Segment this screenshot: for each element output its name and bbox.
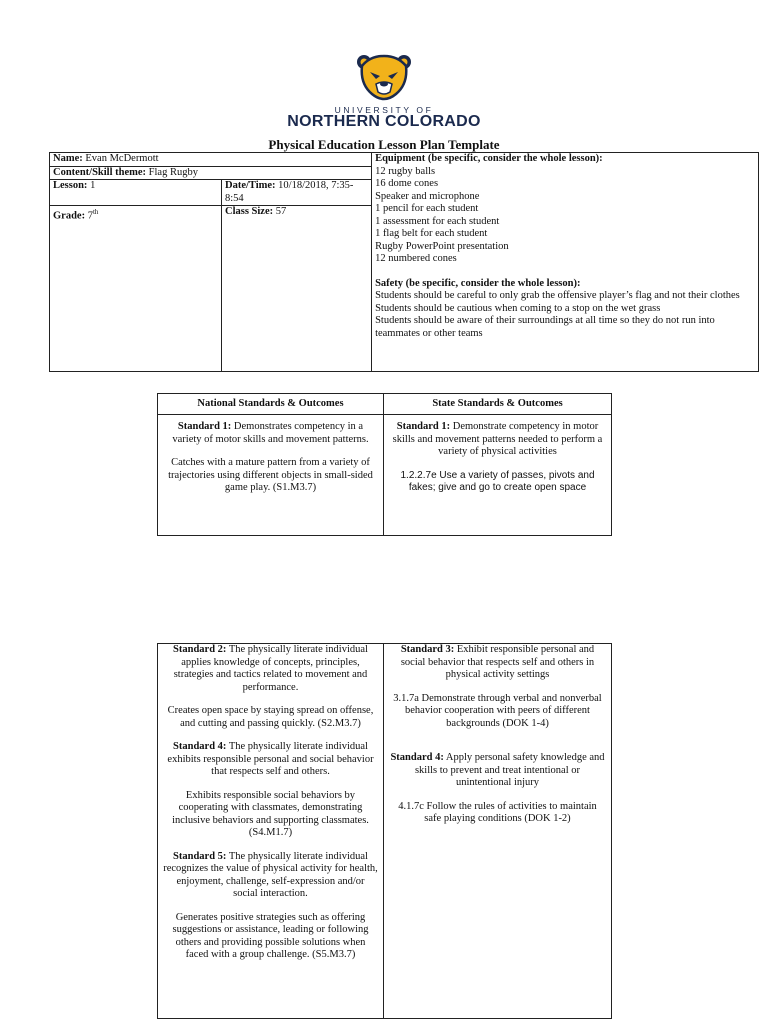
national-standard-1	[163, 421, 378, 446]
standards-table-2	[157, 643, 612, 1019]
class-size-label: Class Size:	[225, 206, 274, 217]
lesson-value: 1	[87, 180, 96, 191]
lesson-info-table	[49, 152, 759, 372]
national-standards-header: National Standards & Outcomes	[158, 394, 384, 415]
national-standard-4-text: The physically literate individual exhibits responsible personal and social behavior that respects self and others.	[167, 741, 374, 777]
logo	[0, 52, 768, 102]
national-outcome-5: Generates positive strategies such as offering suggestions or assistance, leading or following others and providing possible solutions when faced with a group challenge. (S5.M3.7)	[172, 911, 369, 960]
state-outcome: 1.2.2.7e Use a variety of passes, pivots and fakes; give and go to create open space	[400, 469, 595, 493]
national-standards-cell	[158, 415, 384, 536]
safety-heading: Safety (be specific, consider the whole lesson):	[375, 277, 581, 289]
state-outcome-3: 3.1.7a Demonstrate through verbal and nonverbal behavior cooperation with peers of different backgrounds (DOK 1-4)	[393, 692, 602, 729]
equipment-item: Speaker and microphone	[375, 190, 480, 202]
state-standard-4	[389, 752, 606, 790]
state-standards-header: State Standards & Outcomes	[384, 394, 612, 415]
class-size-value: 57	[273, 206, 287, 217]
national-standard-5-text: The physically literate individual recognizes the value of physical activity for health, enjoyment, challenge, self-expression and/or social interaction.	[163, 850, 378, 899]
state-standard-1-label: Standard 1:	[396, 421, 451, 432]
state-standard-4-text: Apply personal safety knowledge and skills to prevent and treat intentional or unintentional injury	[414, 752, 605, 788]
datetime-label: Date/Time:	[225, 180, 276, 191]
equipment-item: 1 flag belt for each student	[375, 228, 488, 239]
national-standard-1-text: Demonstrates competency in a variety of motor skills and movement patterns.	[172, 421, 369, 445]
national-standard-5	[163, 851, 378, 901]
state-standard-4-label: Standard 4:	[390, 752, 444, 763]
standards-table-1	[157, 393, 612, 536]
equipment-item: Rugby PowerPoint presentation	[375, 240, 509, 252]
document-title: Physical Education Lesson Plan Template	[268, 137, 500, 152]
national-outcome-2: Creates open space by staying spread on offense, and cutting and passing quickly. (S2.M3.7)	[167, 705, 374, 729]
state-standards-cell	[384, 415, 612, 536]
state-standard-3-text: Exhibit responsible personal and social behavior that respects self and others in physical activity settings	[400, 644, 595, 680]
national-outcome: Catches with a mature pattern from a variety of trajectories using different objects in small-sided game play. (S1.M3.7)	[168, 457, 373, 493]
equipment-item: 12 rugby balls	[375, 165, 436, 177]
name-value: Evan McDermott	[82, 153, 159, 164]
safety-item: Students should be careful to only grab the offensive player’s flag and not their clothes	[375, 290, 740, 301]
grade-value: 7	[85, 210, 93, 222]
content-label: Content/Skill theme:	[53, 166, 147, 178]
bear-mascot-icon	[356, 52, 412, 102]
safety-item: Students should be aware of their surroundings at all time so they do not run into teammates or other teams	[375, 315, 715, 339]
equipment-item: 16 dome cones	[375, 178, 439, 189]
state-standard-3-label: Standard 3:	[400, 644, 455, 655]
grade-cell	[50, 206, 222, 372]
name-label: Name:	[53, 153, 83, 164]
datetime-value: 10/18/2018, 7:35-8:54	[225, 180, 354, 204]
equipment-item: 1 assessment for each student	[375, 215, 500, 227]
state-standard-1-text: Demonstrate competency in motor skills and movement patterns needed to perform a variety of physical activities	[392, 421, 603, 457]
datetime-cell	[222, 180, 372, 206]
national-standard-2-label: Standard 2:	[173, 644, 227, 655]
national-standards-cell-2	[158, 644, 384, 1019]
equipment-item: 12 numbered cones	[375, 253, 457, 264]
equipment-item: 1 pencil for each student	[375, 203, 479, 214]
national-standard-4	[163, 741, 378, 779]
national-standard-4-label: Standard 4:	[173, 741, 227, 752]
state-outcome-4: 4.1.7c Follow the rules of activities to maintain safe playing conditions (DOK 1-2)	[398, 800, 597, 824]
class-size-cell	[222, 206, 372, 372]
name-cell	[50, 153, 372, 167]
lesson-label: Lesson:	[53, 180, 88, 191]
national-standard-1-label: Standard 1:	[177, 421, 232, 432]
university-name: NORTHERN COLORADO	[287, 113, 481, 130]
university-of-text: UNIVERSITY OF	[334, 105, 434, 115]
content-value: Flag Rugby	[146, 166, 198, 178]
lesson-cell	[50, 180, 222, 206]
state-standards-cell-2	[384, 644, 612, 1019]
grade-label: Grade:	[53, 210, 86, 222]
safety-item: Students should be cautious when coming to a stop on the wet grass	[375, 302, 661, 314]
equipment-heading: Equipment (be specific, consider the whole lesson):	[375, 153, 603, 164]
equipment-safety-cell	[372, 153, 759, 372]
state-standard-1	[389, 421, 606, 459]
national-standard-5-label: Standard 5:	[173, 850, 227, 862]
state-standard-3	[389, 644, 606, 682]
national-outcome-4: Exhibits responsible social behaviors by cooperating with classmates, demonstrating inclusive behaviors and supporting classmates. (S4.M1.7)	[172, 789, 369, 838]
grade-suffix: th	[92, 208, 99, 216]
national-standard-2-text: The physically literate individual applies knowledge of concepts, principles, strategies and tactics related to movement and performance.	[173, 644, 368, 693]
national-standard-2	[163, 644, 378, 694]
content-cell	[50, 166, 372, 180]
